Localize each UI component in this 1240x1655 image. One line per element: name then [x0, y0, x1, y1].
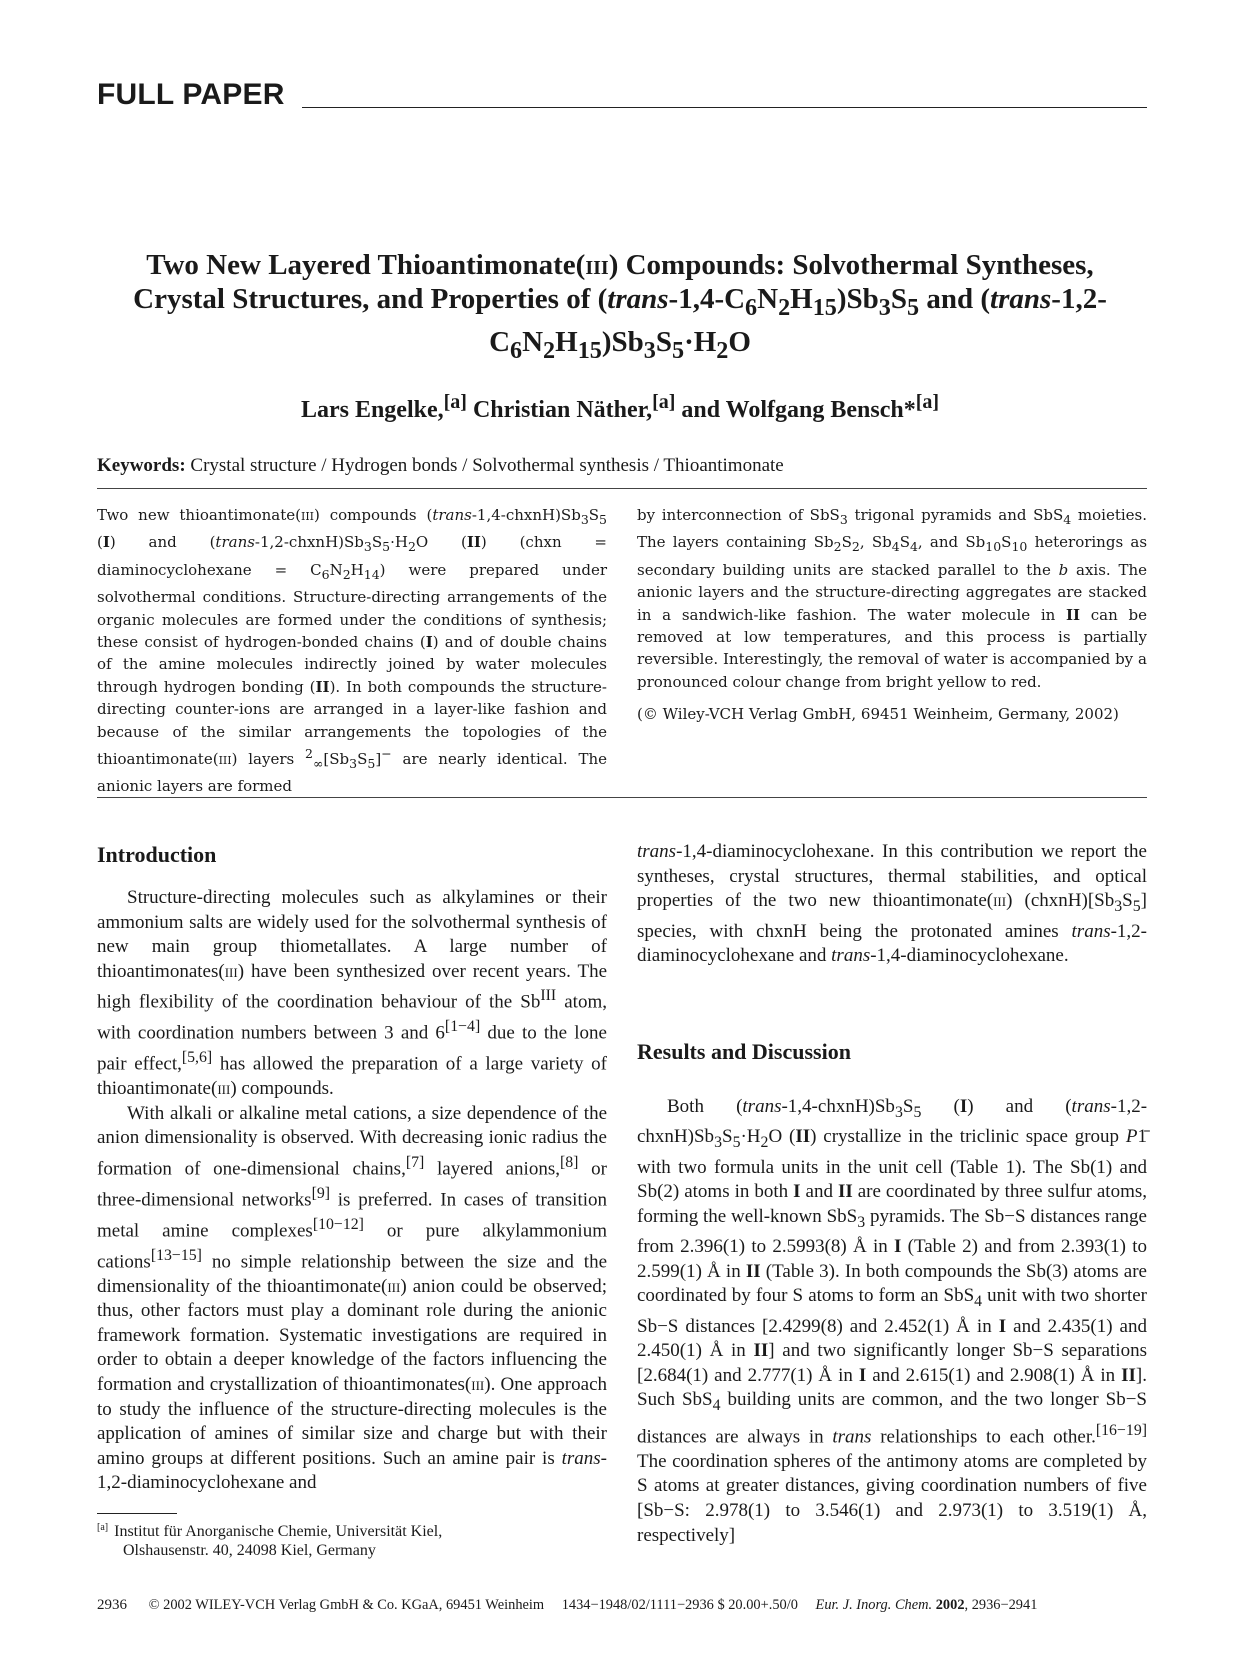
paper-title	[60, 248, 1180, 368]
abstract-copyright: (© Wiley-VCH Verlag GmbH, 69451 Weinheim, Germany, 2002)	[637, 705, 1119, 724]
page-footer	[97, 1596, 1147, 1614]
author-engelke: Lars Engelke,	[300, 397, 444, 423]
title-line-2: Crystal Structures, and Properties of $(trans-1,4-C_6N_2H_{15})Sb_3S_5$ and (trans-1,2-	[133, 283, 1107, 321]
journal-year: 2002	[935, 1597, 965, 1613]
page-number: 2936	[97, 1597, 127, 1613]
heading-results-discussion: Results and Discussion	[637, 1038, 851, 1064]
abstract-column-left	[97, 504, 607, 798]
footnote-line-1: Institut für Anorganische Chemie, Universität Kiel,	[114, 1523, 443, 1540]
body-column-right	[637, 840, 1147, 1548]
title-line-3: $C_6N_2H_{15})Sb_3S_5\cdot H_2O$	[489, 325, 751, 364]
abstract-bottom-rule	[97, 797, 1147, 798]
page-header	[97, 78, 1147, 112]
footnote-rule	[97, 1513, 177, 1514]
title-line-1: Two New Layered Thioantimonate(iii) Compounds: Solvothermal Syntheses,	[146, 249, 1094, 281]
keywords-text: Crystal structure / Hydrogen bonds / Solvothermal synthesis / Thioantimonate	[190, 455, 784, 476]
affiliation-footnote	[97, 1518, 442, 1560]
article-code: 1434−1948/02/1111−2936 $ 20.00+.50/0	[561, 1597, 798, 1613]
footnote-line-2: Olshausenstr. 40, 24098 Kiel, Germany	[123, 1542, 376, 1559]
abstract-paragraph: Two new thioantimonate(iii) compounds $(trans-1,4-chxnH)Sb_3S_5$ (I) and $(trans-1,2-chxnH)Sb_3S_5\cdot H_2O$ (II) (chxn = diaminocyclohexane = $C_6N_2H_{14}$) were prepared under solvothermal conditions. Structure-directing arrangements of the organic molecules are formed under the conditions of synthesis; these consist of hydrogen-bonded chains (I) and of double chains of the amine molecules indirectly joined by water molecules through hydrogen bonding (II). In both compounds the structure-directing counter-ions are arranged in a layer-like fashion and because of the similar arrangements the topologies of the thioantimonate(iii) layers $^2_\infty[Sb_3S_5]^-$ are nearly identical. The anionic layers are formed	[97, 506, 607, 796]
publisher-line: © 2002 WILEY-VCH Verlag GmbH & Co. KGaA, 69451 Weinheim	[148, 1597, 545, 1613]
header-rule	[302, 107, 1147, 108]
journal-name: Eur. J. Inorg. Chem.	[815, 1597, 933, 1613]
body-paragraph: With alkali or alkaline metal cations, a size dependence of the anion dimensionality is observed. With decreasing ionic radius the formation of one-dimensional chains,[7] layered anions,[8] or three-dimensional networks[9] is preferred. In cases of transition metal amine complexes[10−12] or pure alkylammonium cations[13−15] no simple relationship between the size and the dimensionality of the thioantimonate(iii) anion could be observed; thus, other factors must play a dominant role during the anionic framework formation. Systematic investigations are required in order to obtain a deeper knowledge of the factors influencing the formation and crystallization of thioantimonates(iii). One approach to study the influence of the structure-directing molecules is the application of amines of similar size and charge but with their amino groups at different positions. Such an amine pair is trans-1,2-diaminocyclohexane and	[97, 1102, 608, 1494]
keywords-label: Keywords:	[97, 455, 186, 476]
abstract-top-rule	[97, 488, 1147, 489]
page-range: , 2936−2941	[964, 1597, 1038, 1613]
affiliation-mark: [a]	[915, 391, 940, 413]
footnote-mark: [a]	[97, 1522, 109, 1533]
section-label: FULL PAPER	[97, 78, 285, 111]
body-paragraph: Structure-directing molecules such as alkylamines or their ammonium salts are widely used for the solvothermal synthesis of new main group thiometallates. A large number of thioantimonates(iii) have been synthesized over recent years. The high flexibility of the coordination behaviour of the $Sb^{III}$ atom, with coordination numbers between 3 and 6[1−4] due to the lone pair effect,[5,6] has allowed the preparation of a large variety of thioantimonate(iii) compounds.	[97, 887, 607, 1100]
heading-introduction: Introduction	[97, 842, 217, 867]
body-column-left	[97, 840, 607, 1496]
body-paragraph: trans-1,4-diaminocyclohexane. In this contribution we report the syntheses, crystal structures, thermal stabilities, and optical properties of the two new thioantimonate(iii) $(chxnH)[Sb_3S_5]$ species, with chxnH being the protonated amines trans-1,2-diaminocyclohexane and trans-1,4-diaminocyclohexane.	[637, 841, 1147, 967]
affiliation-mark: [a]	[652, 391, 676, 413]
affiliation-mark: [a]	[443, 391, 467, 413]
author-bensch: and Wolfgang Bensch*	[681, 397, 916, 423]
author-naether: Christian Näther,	[472, 397, 653, 423]
abstract-column-right	[637, 504, 1147, 726]
body-paragraph: Both $(trans-1,4-chxnH)Sb_3S_5$ (I) and $(trans-1,2-chxnH)Sb_3S_5\cdot H_2O$ (II) crystallize in the triclinic space group P1̄ with two formula units in the unit cell (Table 1). The Sb(1) and Sb(2) atoms in both I and II are coordinated by three sulfur atoms, forming the well-known SbS$_3$ pyramids. The Sb−S distances range from 2.396(1) to 2.5993(8) Å in I (Table 2) and from 2.393(1) to 2.599(1) Å in II (Table 3). In both compounds the Sb(3) atoms are coordinated by four S atoms to form an SbS$_4$ unit with two shorter Sb−S distances [2.4299(8) and 2.452(1) Å in I and 2.435(1) and 2.450(1) Å in II] and two significantly longer Sb−S separations [2.684(1) and 2.777(1) Å in I and 2.615(1) and 2.908(1) Å in II]. Such SbS$_4$ building units are common, and the two longer Sb−S distances are always in trans relationships to each other.[16−19] The coordination spheres of the antimony atoms are completed by S atoms at greater distances, giving coordination numbers of five [Sb−S: 2.978(1) to 3.546(1) and 2.973(1) to 3.519(1) Å, respectively]	[637, 1095, 1148, 1546]
author-list	[60, 387, 1180, 425]
keywords	[97, 454, 784, 478]
abstract-paragraph: by interconnection of SbS$_3$ trigonal pyramids and SbS$_4$ moieties. The layers containing $Sb_2S_2$, $Sb_4S_4$, and $Sb_{10}S_{10}$ heterorings as secondary building units are stacked parallel to the b axis. The anionic layers and the structure-directing aggregates are stacked in a sandwich-like fashion. The water molecule in II can be removed at low temperatures, and this process is partially reversible. Interestingly, the removal of water is accompanied by a pronounced colour change from bright yellow to red.	[637, 506, 1148, 691]
